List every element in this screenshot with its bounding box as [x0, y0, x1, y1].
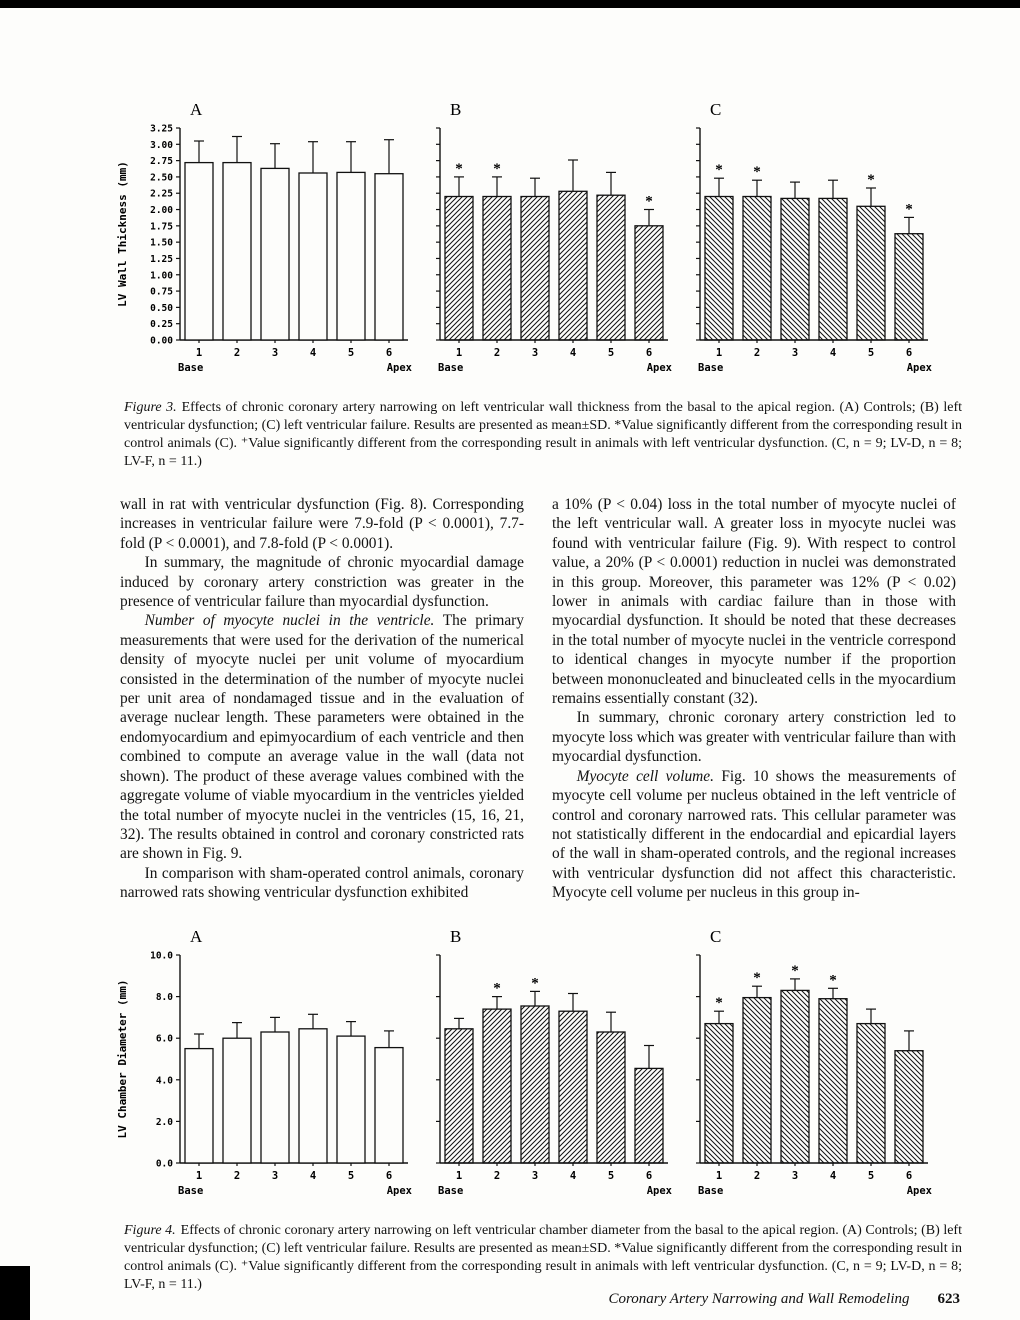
svg-text:2: 2: [233, 347, 241, 359]
paragraph: [120, 553, 524, 611]
svg-text:5: 5: [867, 1169, 875, 1182]
svg-text:*: *: [531, 974, 539, 991]
figure4-caption-text: Effects of chronic coronary artery narrowing on left ventricular chamber diameter from the basal to the apical region. (A) Controls; (B) left ventricular dysfunction; (C) left ventricular failure. Results are presented as mean±SD. *Value significantly different from the corresponding result in control animals (C). ⁺Value significantly different from the corresponding result in animals with left ventricular dysfunction. (C, n = 9; LV-D, n = 8; LV-F, n = 11.): [124, 1222, 962, 1292]
svg-text:4: 4: [829, 347, 837, 359]
svg-text:3: 3: [271, 1169, 279, 1182]
svg-text:Base: Base: [178, 1184, 204, 1197]
svg-text:*: *: [791, 962, 799, 979]
figure4: [116, 925, 962, 1294]
svg-text:Apex: Apex: [906, 1184, 932, 1197]
paragraph: [120, 864, 524, 903]
paragraph-lead: Number of myocyte nuclei in the ventricle.: [144, 612, 435, 630]
paragraph-text: a 10% (P < 0.04) loss in the total number of myocyte nuclei of the left ventricular wall. A greater loss in myocyte nuclei was found with ventricular failure (Fig. 9). With respect to control value, a 20% (P < 0.0001) reduction in nuclei was demonstrated in this group. Moreover, this parameter was 12% (P < 0.02) lower in animals with cardiac failure than in those with myocardial dysfunction. It should be noted that these decreases in the total number of myocyte nuclei in the ventricle correspond to identical changes in myocyte number if the proportion between mononucleated and binucleated cells in the myocardium remains essentially constant (32).: [552, 496, 956, 708]
paragraph-text: In summary, the magnitude of chronic myocardial damage induced by coronary artery constriction was greater in the presence of ventricular failure than myocardial dysfunction.: [120, 554, 524, 611]
svg-text:6: 6: [385, 1169, 393, 1182]
svg-text:1: 1: [715, 1169, 723, 1182]
svg-text:C: C: [710, 926, 722, 946]
figure3-caption: [124, 399, 962, 471]
svg-text:1.75: 1.75: [150, 221, 173, 233]
bar-chart-B: [426, 925, 680, 1207]
svg-text:2.0: 2.0: [155, 1116, 173, 1128]
svg-text:2: 2: [493, 1169, 501, 1182]
figure4-chart-row: [114, 925, 962, 1212]
svg-text:0.75: 0.75: [150, 286, 173, 298]
svg-text:5: 5: [607, 1169, 615, 1182]
bar-chart-C: [686, 98, 940, 384]
figure4-caption-label: Figure 4.: [124, 1222, 176, 1238]
svg-text:1.25: 1.25: [150, 253, 173, 265]
svg-text:2: 2: [233, 1169, 241, 1182]
page-number: 623: [937, 1291, 960, 1307]
figure3-caption-label: Figure 3.: [124, 400, 177, 415]
svg-text:Apex: Apex: [646, 1184, 672, 1197]
svg-text:1: 1: [455, 1169, 463, 1182]
svg-text:*: *: [455, 160, 463, 177]
svg-text:2: 2: [493, 347, 501, 359]
svg-text:0.0: 0.0: [155, 1158, 173, 1170]
svg-text:5: 5: [347, 347, 355, 359]
svg-text:LV Chamber Diameter (mm): LV Chamber Diameter (mm): [116, 979, 129, 1139]
svg-text:3: 3: [791, 347, 799, 359]
svg-text:2: 2: [753, 347, 761, 359]
svg-text:*: *: [905, 201, 913, 218]
figure-4-panel-B: [426, 925, 680, 1212]
svg-text:8.0: 8.0: [155, 991, 173, 1003]
figure-4-panel-A: [114, 925, 420, 1212]
svg-text:Apex: Apex: [386, 362, 412, 374]
paragraph-text: In comparison with sham-operated control animals, coronary narrowed rats showing ventricular dysfunction exhibited: [120, 864, 524, 902]
figure4-caption: [124, 1222, 962, 1294]
bar-chart-B: [426, 98, 680, 384]
svg-text:LV Wall Thickness (mm): LV Wall Thickness (mm): [116, 161, 129, 307]
figure3: [116, 98, 962, 471]
paragraph-text: Fig. 10 shows the measurements of myocyte cell volume per nucleus obtained in the left ventricle of control and coronary narrowed rats. This cellular parameter was not statistically different in the endocardial and epicardial layers of the wall in sham-operated controls, and the regional increases with ventricular dysfunction did not affect this characteristic. Myocyte cell volume per nucleus in this group in-: [552, 767, 957, 902]
svg-text:Base: Base: [698, 362, 724, 374]
svg-text:4.0: 4.0: [155, 1074, 173, 1086]
svg-text:Apex: Apex: [646, 362, 672, 374]
body-text: [120, 495, 962, 903]
bar-chart-A: [114, 925, 420, 1207]
paragraph: [552, 495, 956, 708]
bar-chart-C: [686, 925, 940, 1207]
svg-text:1: 1: [195, 1169, 203, 1182]
svg-text:0.25: 0.25: [150, 319, 173, 331]
svg-text:Base: Base: [178, 362, 204, 374]
svg-text:3.25: 3.25: [150, 123, 173, 135]
svg-text:*: *: [715, 162, 723, 179]
paragraph: [552, 767, 956, 903]
svg-text:*: *: [829, 971, 837, 988]
svg-text:5: 5: [607, 347, 615, 359]
paragraph-text: wall in rat with ventricular dysfunction (Fig. 8). Corresponding increases in ventricular failure were 7.9-fold (P < 0.0001), 7.7-fold (P < 0.0001), and 7.8-fold (P < 0.0001).: [120, 496, 524, 552]
scan-artifact-bottom-left: [0, 1266, 30, 1320]
svg-text:3.00: 3.00: [150, 139, 173, 151]
paragraph-text: The primary measurements that were used for the derivation of the numerical density of myocyte nuclei per unit volume of myocardium consisted in the determination of the number of myocyte nuclei per unit area of nondamaged tissue and in the evaluation of average nuclear length. These parameters were obtained in the endomyocardium and epimyocardium of each ventricle and then combined to compute an average value in the wall (data not shown). The product of these average values combined with the aggregate volume of viable myocardium in the ventricles yielded the total number of myocyte nuclei in the ventricles (15, 16, 21, 32). The results obtained in control and coronary constricted rats are shown in Fig. 9.: [120, 612, 524, 863]
svg-text:4: 4: [569, 1169, 577, 1182]
paragraph: [120, 495, 524, 553]
svg-text:3: 3: [531, 1169, 539, 1182]
svg-text:2.00: 2.00: [150, 205, 173, 217]
svg-text:3: 3: [531, 347, 539, 359]
svg-text:4: 4: [829, 1169, 837, 1182]
figure-3-panel-C: [686, 98, 940, 389]
scan-artifact-top: [0, 0, 1020, 8]
figure-3-panel-B: [426, 98, 680, 389]
svg-text:1: 1: [455, 347, 463, 359]
figure-3-panel-A: [114, 98, 420, 389]
svg-text:1.50: 1.50: [150, 237, 173, 249]
figure3-caption-text: Effects of chronic coronary artery narrowing on left ventricular wall thickness from the basal to the apical region. (A) Controls; (B) left ventricular dysfunction; (C) left ventricular failure. Results are presented as mean±SD. *Value significantly different from the corresponding result in control animals (C). ⁺Value significantly different from the corresponding result in animals with left ventricular dysfunction. (C, n = 9; LV-D, n = 8; LV-F, n = 11.): [124, 400, 962, 469]
paragraph: [120, 611, 524, 863]
svg-text:6: 6: [645, 347, 653, 359]
svg-text:0.00: 0.00: [150, 335, 173, 347]
svg-text:Base: Base: [438, 362, 464, 374]
right-column: [552, 495, 956, 903]
svg-text:6: 6: [645, 1169, 653, 1182]
svg-text:4: 4: [309, 347, 317, 359]
svg-text:5: 5: [867, 347, 875, 359]
svg-text:*: *: [493, 160, 501, 177]
svg-text:B: B: [450, 100, 462, 119]
svg-text:B: B: [450, 926, 462, 946]
svg-text:3: 3: [791, 1169, 799, 1182]
page-footer: [609, 1291, 960, 1308]
paragraph: [552, 708, 956, 766]
svg-text:2.50: 2.50: [150, 172, 173, 184]
svg-text:1: 1: [195, 347, 203, 359]
running-title: Coronary Artery Narrowing and Wall Remodeling: [608, 1291, 910, 1307]
svg-text:A: A: [190, 926, 203, 946]
svg-text:2: 2: [753, 1169, 761, 1182]
svg-text:*: *: [645, 193, 653, 210]
paragraph-text: In summary, chronic coronary artery constriction led to myocyte loss which was greater with ventricular failure than with myocardial dysfunction.: [552, 709, 956, 766]
svg-text:*: *: [753, 969, 761, 986]
svg-text:*: *: [715, 994, 723, 1011]
svg-text:3: 3: [271, 347, 279, 359]
svg-text:A: A: [190, 100, 203, 119]
bar-chart-A: [114, 98, 420, 384]
svg-text:Base: Base: [698, 1184, 724, 1197]
svg-text:Base: Base: [438, 1184, 464, 1197]
svg-text:*: *: [493, 980, 501, 997]
svg-text:1: 1: [715, 347, 723, 359]
svg-text:1.00: 1.00: [150, 270, 173, 282]
svg-text:4: 4: [309, 1169, 317, 1182]
paragraph-lead: Myocyte cell volume.: [576, 767, 714, 785]
svg-text:*: *: [753, 164, 761, 181]
left-column: [120, 495, 524, 903]
svg-text:6: 6: [385, 347, 393, 359]
figure3-chart-row: [114, 98, 962, 389]
svg-text:Apex: Apex: [906, 362, 932, 374]
svg-text:6.0: 6.0: [155, 1033, 173, 1045]
svg-text:2.25: 2.25: [150, 188, 173, 200]
figure-4-panel-C: [686, 925, 940, 1212]
svg-text:6: 6: [905, 1169, 913, 1182]
svg-text:4: 4: [569, 347, 577, 359]
svg-text:6: 6: [905, 347, 913, 359]
svg-text:0.50: 0.50: [150, 302, 173, 314]
svg-text:2.75: 2.75: [150, 156, 173, 168]
svg-text:Apex: Apex: [386, 1184, 412, 1197]
svg-text:*: *: [867, 172, 875, 188]
svg-text:C: C: [710, 100, 722, 119]
svg-text:10.0: 10.0: [150, 950, 173, 962]
svg-text:5: 5: [347, 1169, 355, 1182]
